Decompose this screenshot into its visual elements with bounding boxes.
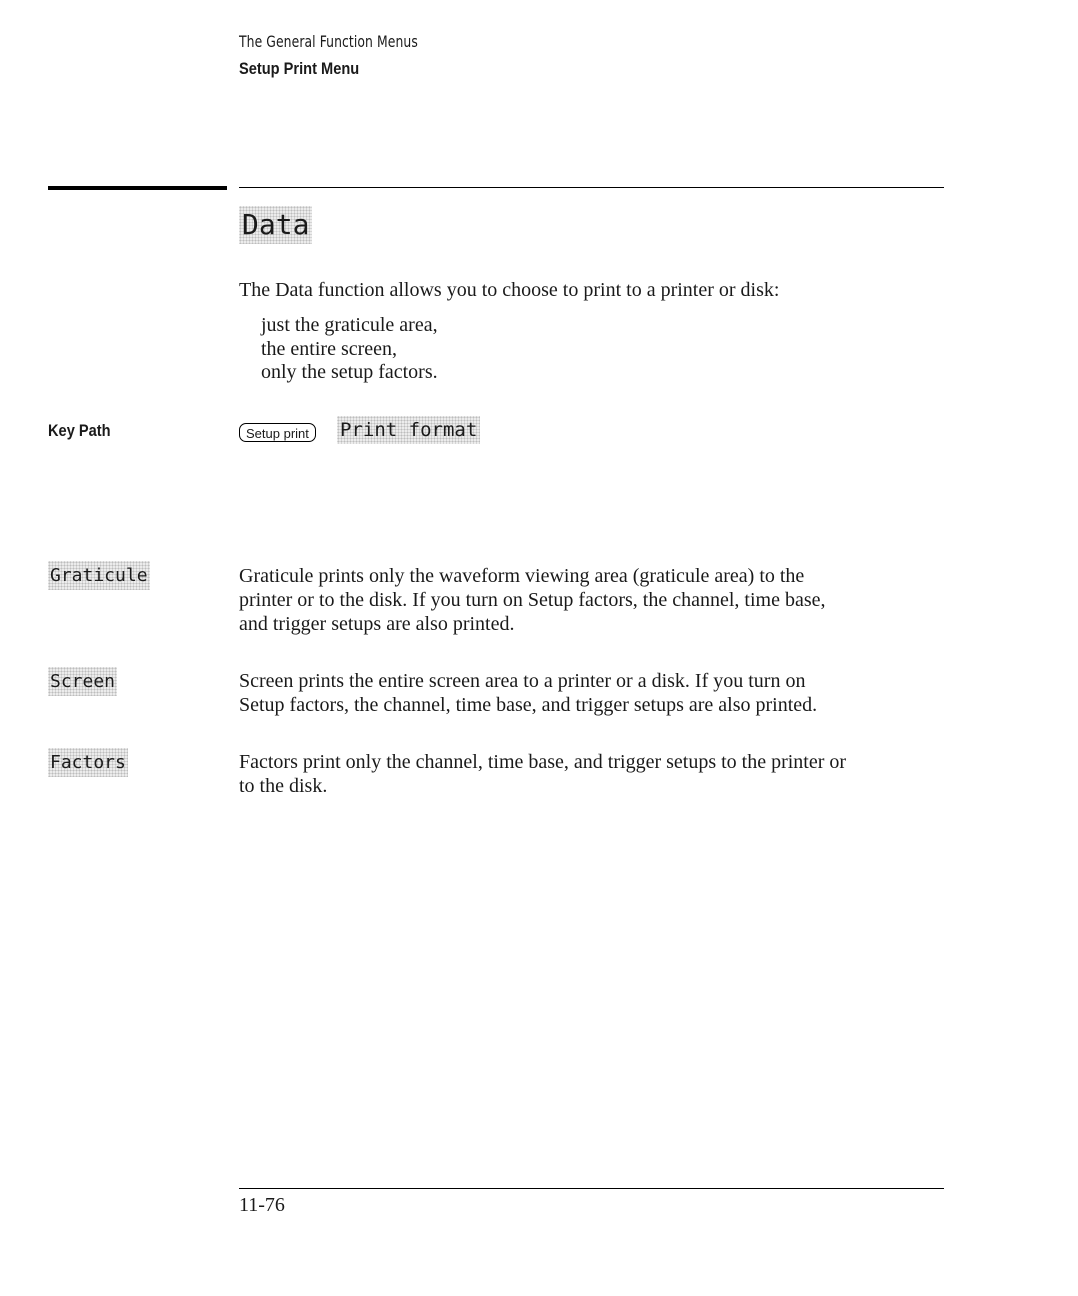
setup-print-hardkey: Setup print [239,423,316,442]
list-item: the entire screen, [261,337,398,360]
description-line: Graticule prints only the waveform viewing area (graticule area) to the [239,565,805,587]
description-line: to the disk. [239,775,328,797]
list-item: only the setup factors. [261,361,438,383]
key-path-label: Key Path [48,421,111,440]
description-line: Factors print only the channel, time base, and trigger setups to the printer or [239,751,847,773]
page-number: 11-76 [239,1194,285,1216]
section-title: Setup Print Menu [239,59,360,78]
options-list [261,314,438,385]
graticule-softkey: Graticule [48,561,150,590]
intro-paragraph: The Data function allows you to choose to print to a printer or disk: [239,279,780,301]
page-title-softkey: Data [239,206,312,244]
description-line: printer or to the disk. If you turn on Setup factors, the channel, time base, [239,589,826,611]
section-rule-thin [239,187,944,188]
description-line: and trigger setups are also printed. [239,613,515,635]
description-line: Setup factors, the channel, time base, and trigger setups are also printed. [239,694,818,716]
section-rule-thick [48,186,227,190]
screen-description [239,669,949,717]
footer-rule [239,1188,944,1189]
chapter-title: The General Function Menus [239,32,418,51]
factors-description [239,750,949,798]
graticule-description [239,564,949,636]
print-format-softkey: Print format [337,416,480,444]
description-line: Screen prints the entire screen area to a printer or a disk. If you turn on [239,670,806,692]
list-item: just the graticule area, [261,314,438,336]
screen-softkey: Screen [48,667,117,696]
factors-softkey: Factors [48,748,128,777]
